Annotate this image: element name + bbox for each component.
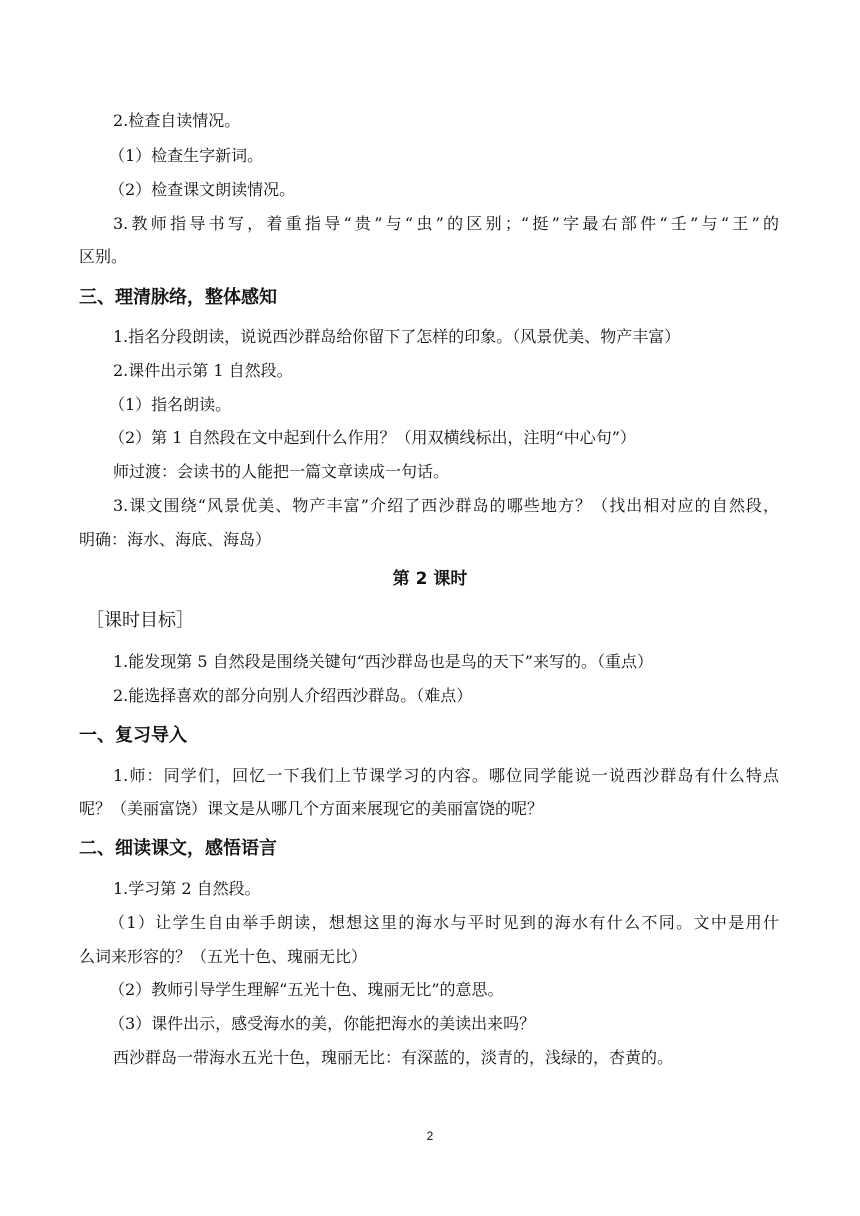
paragraph-line: 1.能发现第 5 自然段是围绕关键句“西沙群岛也是鸟的天下”来写的。（重点）	[113, 652, 653, 671]
paragraph-line: 1.指名分段朗读，说说西沙群岛给你留下了怎样的印象。（风景优美、物产丰富）	[113, 327, 681, 346]
section-heading: 一、复习导入	[79, 725, 187, 746]
paragraph-line: 2.课件出示第 1 自然段。	[113, 361, 293, 380]
paragraph-line: 明确：海水、海底、海岛）	[79, 530, 272, 549]
section-heading: 三、理清脉络，整体感知	[79, 287, 277, 308]
paragraph-line: 3.课文围绕“风景优美、物产丰富”介绍了西沙群岛的哪些地方？（找出相对应的自然段，	[113, 496, 779, 515]
paragraph-line: 区别。	[79, 247, 128, 266]
paragraph-line: 师过渡：会读书的人能把一篇文章读成一句话。	[113, 462, 450, 481]
paragraph-line: 1.学习第 2 自然段。	[113, 879, 261, 898]
paragraph-line: 西沙群岛一带海水五光十色，瑰丽无比：有深蓝的，淡青的，浅绿的，杏黄的。	[113, 1048, 674, 1067]
lesson-title: 第 2 课时	[392, 569, 468, 589]
paragraph-line: （2）检查课文朗读情况。	[109, 180, 296, 199]
paragraph-line: 2.检查自读情况。	[113, 111, 241, 130]
paragraph-line: （1）让学生自由举手朗读，想想这里的海水与平时见到的海水有什么不同。文中是用什	[109, 913, 779, 932]
paragraph-line: 呢？（美丽富饶）课文是从哪几个方面来展现它的美丽富饶的呢？	[79, 799, 544, 818]
paragraph-line: 2.能选择喜欢的部分向别人介绍西沙群岛。（难点）	[113, 686, 473, 705]
paragraph-line: （3）课件出示，感受海水的美，你能把海水的美读出来吗？	[109, 1014, 536, 1033]
paragraph-line: 1.师：同学们，回忆一下我们上节课学习的内容。哪位同学能说一说西沙群岛有什么特点	[113, 766, 779, 785]
section-heading: 二、细读课文，感悟语言	[79, 838, 277, 859]
paragraph-line: （1）指名朗读。	[109, 395, 232, 414]
paragraph-line: （2）教师引导学生理解“五光十色、瑰丽无比”的意思。	[109, 980, 504, 999]
paragraph-line: 么词来形容的？（五光十色、瑰丽无比）	[79, 947, 368, 966]
paragraph-line: （2）第 1 自然段在文中起到什么作用？（用双横线标出，注明“中心句”）	[109, 428, 636, 447]
page-number: 2	[426, 1129, 434, 1143]
paragraph-line: （1）检查生字新词。	[109, 146, 264, 165]
paragraph-line: 3.教师指导书写，着重指导“贵”与“虫”的区别；“挺”字最右部件“壬”与“王”的	[113, 214, 779, 233]
section-label: ［课时目标］	[86, 610, 194, 631]
